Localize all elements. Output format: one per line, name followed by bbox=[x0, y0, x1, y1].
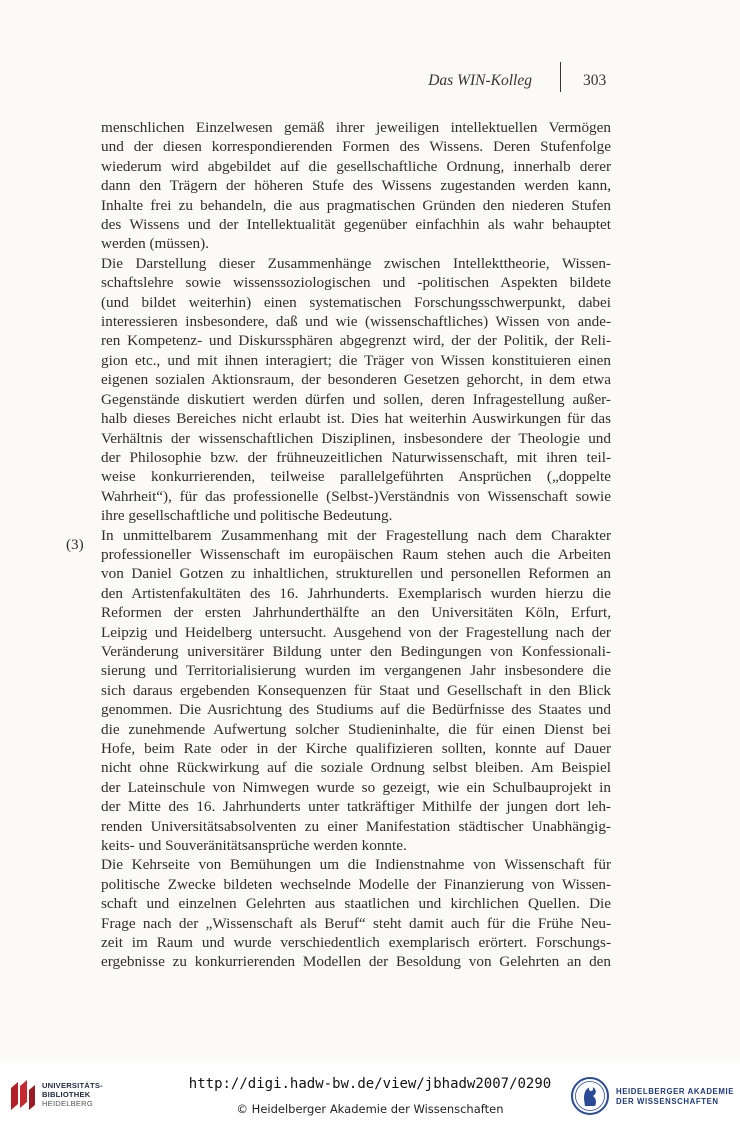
text-line: Die Kehrseite von Bemühungen um die Indienstnahme von Wissenschaft für bbox=[101, 856, 611, 874]
text-line: Wahrheit“), für das professionelle (Selbst-)Verständnis von Wissenschaft sowie bbox=[101, 487, 611, 505]
text-line: Hofe, beim Rate oder in der Kirche qualifizieren sollten, konnte auf Dauer bbox=[101, 740, 611, 757]
text-line: menschlichen Einzelwesen gemäß ihrer jeweiligen intellektuellen Vermögen bbox=[101, 119, 611, 136]
page-header bbox=[0, 70, 740, 96]
text-line: von Daniel Gotzen zu inhaltlichen, strukturellen und personellen Reformen an bbox=[101, 565, 611, 583]
text-line: Veränderung universitärer Bildung unter den Bedingungen von Konfessionali- bbox=[101, 642, 611, 660]
footer-bar bbox=[0, 1062, 740, 1126]
text-line: zeit im Raum und wurde verschiedentlich exemplarisch erörtert. Forschungs- bbox=[101, 934, 611, 952]
text-line: schaft und einzelnen Gelehrten aus staatlichen und kirchlichen Quellen. Die bbox=[101, 895, 611, 913]
text-line: Reformen der ersten Jahrhunderthälfte an den Universitäten Köln, Erfurt, bbox=[101, 604, 611, 622]
text-line: nicht ohne Rückwirkung auf die soziale Ordnung selbst bleiben. Am Beispiel bbox=[101, 759, 611, 777]
text-line: der Philosophie bzw. der frühneuzeitlichen Naturwissenschaft, mit ihren teil- bbox=[101, 448, 611, 466]
text-line: keits- und Souveränitätsansprüche werden konnte. bbox=[101, 837, 407, 855]
text-line: politische Zwecke bildeten wechselnde Modelle der Finanzierung von Wissen- bbox=[101, 875, 611, 893]
text-line: genommen. Die Ausrichtung des Studiums auf die Bedürfnisse des Staates und bbox=[101, 701, 611, 719]
text-line: ihre gesellschaftliche und politische Bedeutung. bbox=[101, 507, 393, 525]
text-line: wiederum wird abgebildet auf die gesellschaftliche Ordnung, innerhalb derer bbox=[101, 157, 611, 175]
text-line: halb dieses Bereiches nicht erlaubt ist. Dies hat weiterhin Auswirkungen für das bbox=[101, 410, 611, 428]
page-number: 303 bbox=[583, 72, 607, 89]
text-line: Verhältnis der wissenschaftlichen Disziplinen, insbesondere der Theologie und bbox=[101, 429, 611, 447]
text-line: der Mitte des 16. Jahrhunderts unter tatkräftiger Mithilfe der jungen dort leh- bbox=[101, 798, 611, 816]
permalink-url[interactable]: http://digi.hadw-bw.de/view/jbhadw2007/0290 bbox=[188, 1076, 552, 1092]
library-name: UNIVERSITÄTS- BIBLIOTHEK HEIDELBERG bbox=[42, 1081, 103, 1108]
text-line: der Lateinschule von Nimwegen wurde so gezeigt, wie ein Schulbauprojekt in bbox=[101, 778, 611, 796]
text-line: interessieren insbesondere, daß und wie (wissenschaftliches) Wissen von ande- bbox=[101, 313, 611, 331]
text-line: In unmittelbarem Zusammenhang mit der Fragestellung nach dem Charakter bbox=[101, 526, 611, 544]
text-line: professioneller Wissenschaft im europäischen Raum stehen auch die Arbeiten bbox=[101, 545, 611, 563]
text-line: gion etc., und mit ihnen interagiert; die Träger von Wissen konstituieren einen bbox=[101, 351, 611, 369]
text-line: renden Universitätsabsolventen zu einer Manifestation städtischer Unabhängig- bbox=[101, 817, 611, 835]
text-line: eigenen sozialen Aktionsraum, der besonderen Gesetzen gehorcht, in dem etwa bbox=[101, 371, 611, 389]
text-line: (und bildet weiterhin) einen systematischen Forschungsschwerpunkt, dabei bbox=[101, 293, 611, 311]
copyright-notice: © Heidelberger Akademie der Wissenschaften bbox=[236, 1102, 504, 1116]
text-line: dann den Trägern der höheren Stufe des Wissens zugestanden werden kann, bbox=[101, 177, 611, 195]
text-line: Inhalte frei zu behandeln, die aus pragmatischen Gründen den niederen Stufen bbox=[101, 196, 611, 214]
academy-seal-icon bbox=[571, 1076, 609, 1116]
header-divider bbox=[560, 62, 561, 92]
running-title: Das WIN-Kolleg bbox=[428, 72, 532, 89]
text-line: sich daraus ergebenden Konsequenzen für Staat und Gesellschaft in den Blick bbox=[101, 681, 611, 699]
text-line: ren Kompetenz- und Diskurssphären abgegrenzt wird, der der Politik, der Reli- bbox=[101, 332, 611, 350]
text-line: weise konkurrierenden, teilweise parallelgeführten Ansprüchen („doppelte bbox=[101, 468, 611, 486]
section-marker: (3) bbox=[66, 536, 84, 553]
text-line: den Artistenfakultäten des 16. Jahrhunderts. Exemplarisch wurden hierzu die bbox=[101, 584, 611, 602]
academy-name: HEIDELBERGER AKADEMIE DER WISSENSCHAFTEN bbox=[616, 1087, 735, 1106]
text-line: und der diesen korrespondierenden Formen des Wissens. Deren Stufenfolge bbox=[101, 138, 611, 156]
text-line: schaftslehre sowie wissenssoziologischen und -politischen Aspekten bildete bbox=[101, 274, 611, 292]
text-line: sierung und Territorialisierung wurden im vergangenen Jahr insbesondere die bbox=[101, 662, 611, 680]
text-line: werden (müssen). bbox=[101, 235, 209, 253]
body-text bbox=[101, 118, 611, 972]
text-line: die zunehmende Aufwertung solcher Studieninhalte, die für einen Dienst bei bbox=[101, 720, 611, 738]
text-line: Gegenstände diskutiert werden dürfen und sollen, deren Infragestellung außer- bbox=[101, 390, 611, 408]
text-line: Leipzig und Heidelberg untersucht. Ausgehend von der Fragestellung nach der bbox=[101, 623, 611, 641]
text-line: Die Darstellung dieser Zusammenhänge zwischen Intellekttheorie, Wissen- bbox=[101, 254, 611, 272]
text-line: des Wissens und der Intellektualität gegenüber einfachhin als wahr behauptet bbox=[101, 216, 611, 234]
text-line: Frage nach der „Wissenschaft als Beruf“ steht damit auch für die Frühe Neu- bbox=[101, 914, 611, 932]
text-line: ergebnisse zu konkurrierenden Modellen der Besoldung von Gelehrten an den bbox=[101, 953, 611, 971]
